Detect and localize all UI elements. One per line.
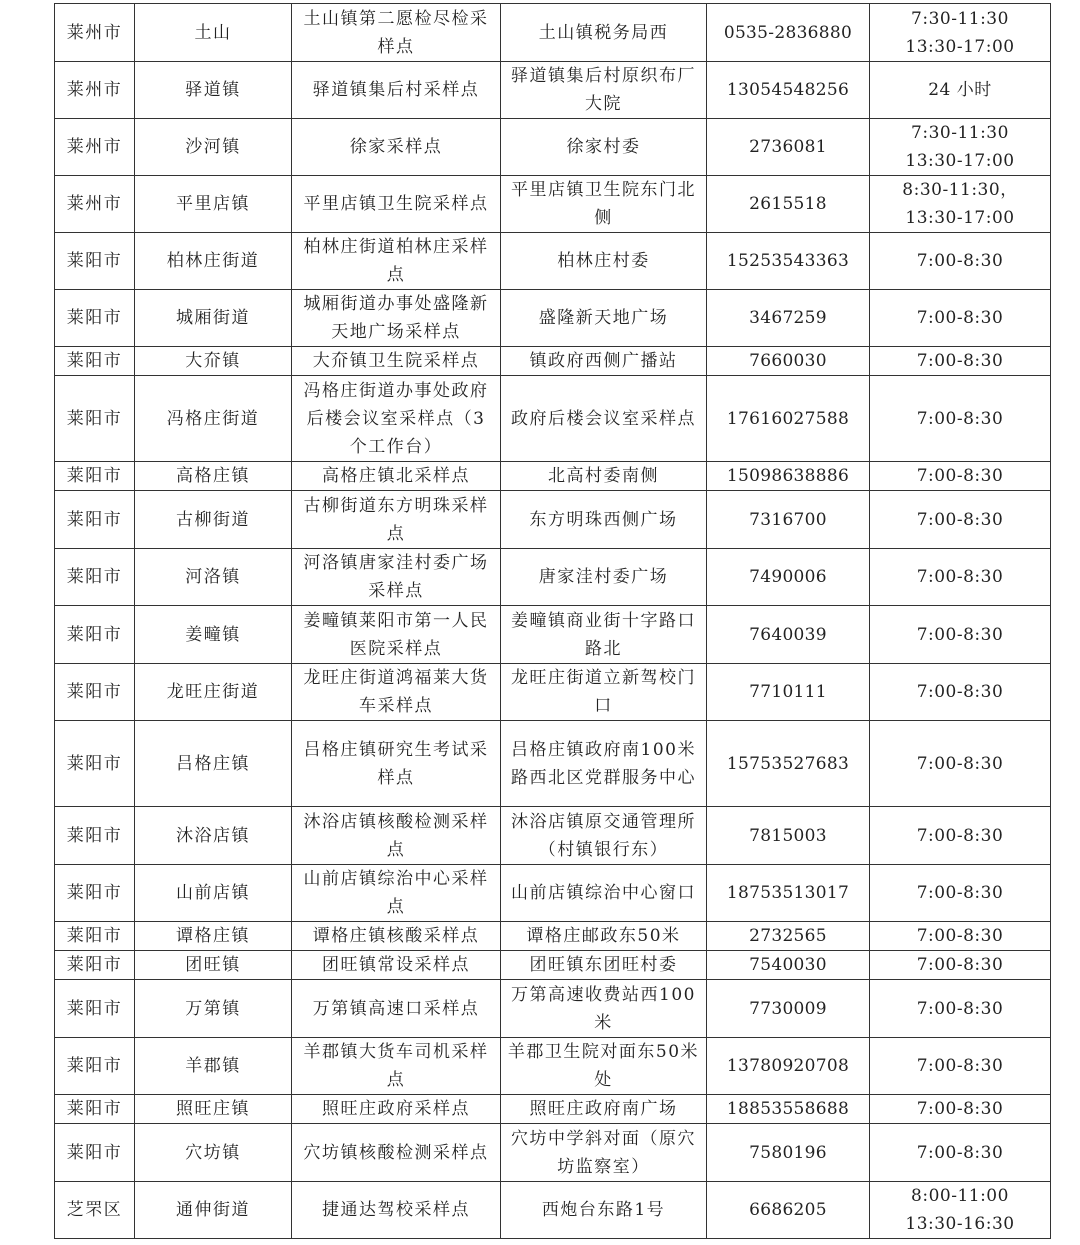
phone-cell: 2615518 <box>707 176 870 233</box>
city-cell: 莱阳市 <box>55 491 135 549</box>
table-row <box>55 462 1051 491</box>
site-cell: 驿道镇集后村采样点 <box>292 62 501 119</box>
address-cell: 土山镇税务局西 <box>501 4 707 62</box>
town-cell: 通伸街道 <box>135 1182 292 1239</box>
site-cell: 羊郡镇大货车司机采样点 <box>292 1038 501 1095</box>
hours-line: 24 小时 <box>928 80 992 100</box>
phone-cell: 18753513017 <box>707 865 870 922</box>
address-cell: 政府后楼会议室采样点 <box>501 376 707 462</box>
table-row <box>55 1095 1051 1124</box>
site-cell: 沐浴店镇核酸检测采样点 <box>292 807 501 865</box>
city-cell: 莱阳市 <box>55 1038 135 1095</box>
town-cell: 沙河镇 <box>135 119 292 176</box>
hours-cell <box>870 922 1051 951</box>
address-cell: 西炮台东路1号 <box>501 1182 707 1239</box>
phone-cell: 18853558688 <box>707 1095 870 1124</box>
address-cell: 龙旺庄街道立新驾校门口 <box>501 664 707 721</box>
address-cell: 团旺镇东团旺村委 <box>501 951 707 980</box>
hours-cell <box>870 1038 1051 1095</box>
site-cell: 穴坊镇核酸检测采样点 <box>292 1124 501 1182</box>
town-cell: 高格庄镇 <box>135 462 292 491</box>
hours-cell <box>870 1095 1051 1124</box>
hours-line: 7:00-8:30 <box>916 408 1004 429</box>
town-cell: 龙旺庄街道 <box>135 664 292 721</box>
table-row <box>55 922 1051 951</box>
table-row <box>55 119 1051 176</box>
city-cell: 莱阳市 <box>55 721 135 807</box>
hours-cell <box>870 376 1051 462</box>
hours-line: 7:00-8:30 <box>916 926 1004 946</box>
address-cell: 羊郡卫生院对面东50米处 <box>501 1038 707 1095</box>
town-cell: 平里店镇 <box>135 176 292 233</box>
city-cell: 莱阳市 <box>55 233 135 290</box>
table-row <box>55 951 1051 980</box>
address-cell: 沐浴店镇原交通管理所（村镇银行东） <box>501 807 707 865</box>
hours-line: 7:00-8:30 <box>916 351 1004 371</box>
hours-line: 7:00-8:30 <box>916 825 1004 846</box>
hours-cell <box>870 807 1051 865</box>
address-cell: 镇政府西侧广播站 <box>501 347 707 376</box>
site-cell: 吕格庄镇研究生考试采样点 <box>292 721 501 807</box>
city-cell: 莱阳市 <box>55 1124 135 1182</box>
town-cell: 古柳街道 <box>135 491 292 549</box>
town-cell: 沐浴店镇 <box>135 807 292 865</box>
address-cell: 驿道镇集后村原织布厂大院 <box>501 62 707 119</box>
city-cell: 芝罘区 <box>55 1182 135 1239</box>
sampling-sites-table <box>54 3 1051 1239</box>
address-cell: 山前店镇综治中心窗口 <box>501 865 707 922</box>
hours-cell <box>870 491 1051 549</box>
address-cell: 北高村委南侧 <box>501 462 707 491</box>
table-row <box>55 233 1051 290</box>
phone-cell: 15098638886 <box>707 462 870 491</box>
table-row <box>55 664 1051 721</box>
table-row <box>55 606 1051 664</box>
site-cell: 大夼镇卫生院采样点 <box>292 347 501 376</box>
city-cell: 莱州市 <box>55 119 135 176</box>
address-cell: 穴坊中学斜对面（原穴坊监察室） <box>501 1124 707 1182</box>
hours-line: 7:00-8:30 <box>916 998 1004 1019</box>
town-cell: 万第镇 <box>135 980 292 1038</box>
address-cell: 唐家洼村委广场 <box>501 549 707 606</box>
town-cell: 穴坊镇 <box>135 1124 292 1182</box>
town-cell: 河洛镇 <box>135 549 292 606</box>
phone-cell: 6686205 <box>707 1182 870 1239</box>
phone-cell: 7660030 <box>707 347 870 376</box>
hours-line: 13:30-16:30 <box>905 1214 1015 1234</box>
hours-cell <box>870 290 1051 347</box>
site-cell: 冯格庄街道办事处政府后楼会议室采样点（3个工作台） <box>292 376 501 462</box>
city-cell: 莱阳市 <box>55 922 135 951</box>
site-cell: 徐家采样点 <box>292 119 501 176</box>
hours-cell <box>870 1124 1051 1182</box>
hours-cell <box>870 347 1051 376</box>
hours-cell <box>870 980 1051 1038</box>
phone-cell: 7640039 <box>707 606 870 664</box>
hours-cell <box>870 1182 1051 1239</box>
phone-cell: 13780920708 <box>707 1038 870 1095</box>
city-cell: 莱阳市 <box>55 376 135 462</box>
hours-line: 7:00-8:30 <box>916 509 1004 530</box>
site-cell: 团旺镇常设采样点 <box>292 951 501 980</box>
hours-cell <box>870 549 1051 606</box>
table-row <box>55 549 1051 606</box>
site-cell: 谭格庄镇核酸采样点 <box>292 922 501 951</box>
phone-cell: 2736081 <box>707 119 870 176</box>
address-cell: 姜疃镇商业街十字路口路北 <box>501 606 707 664</box>
hours-line: 8:30-11:30， <box>902 180 1018 200</box>
town-cell: 大夼镇 <box>135 347 292 376</box>
hours-cell <box>870 721 1051 807</box>
site-cell: 龙旺庄街道鸿福莱大货车采样点 <box>292 664 501 721</box>
table-row <box>55 176 1051 233</box>
hours-line: 13:30-17:00 <box>905 36 1015 57</box>
hours-line: 13:30-17:00 <box>905 151 1015 171</box>
site-cell: 照旺庄政府采样点 <box>292 1095 501 1124</box>
hours-line: 7:00-8:30 <box>916 1099 1004 1119</box>
address-cell: 照旺庄政府南广场 <box>501 1095 707 1124</box>
phone-cell: 7815003 <box>707 807 870 865</box>
town-cell: 城厢街道 <box>135 290 292 347</box>
hours-line: 7:00-8:30 <box>916 251 1004 271</box>
hours-cell <box>870 119 1051 176</box>
address-cell: 平里店镇卫生院东门北侧 <box>501 176 707 233</box>
town-cell: 吕格庄镇 <box>135 721 292 807</box>
hours-cell <box>870 664 1051 721</box>
hours-line: 7:30-11:30 <box>911 8 1009 29</box>
table-row <box>55 1038 1051 1095</box>
phone-cell: 15753527683 <box>707 721 870 807</box>
site-cell: 古柳街道东方明珠采样点 <box>292 491 501 549</box>
table-row <box>55 290 1051 347</box>
site-cell: 万第镇高速口采样点 <box>292 980 501 1038</box>
hours-cell <box>870 865 1051 922</box>
town-cell: 团旺镇 <box>135 951 292 980</box>
address-cell: 东方明珠西侧广场 <box>501 491 707 549</box>
table-row <box>55 865 1051 922</box>
phone-cell: 7730009 <box>707 980 870 1038</box>
phone-cell: 7580196 <box>707 1124 870 1182</box>
town-cell: 山前店镇 <box>135 865 292 922</box>
hours-line: 13:30-17:00 <box>905 208 1015 228</box>
phone-cell: 2732565 <box>707 922 870 951</box>
city-cell: 莱阳市 <box>55 290 135 347</box>
city-cell: 莱阳市 <box>55 664 135 721</box>
phone-cell: 17616027588 <box>707 376 870 462</box>
table-row <box>55 980 1051 1038</box>
hours-line: 7:00-8:30 <box>916 624 1004 645</box>
city-cell: 莱阳市 <box>55 980 135 1038</box>
address-cell: 盛隆新天地广场 <box>501 290 707 347</box>
hours-cell <box>870 606 1051 664</box>
hours-line: 7:00-8:30 <box>916 466 1004 486</box>
city-cell: 莱州市 <box>55 4 135 62</box>
town-cell: 土山 <box>135 4 292 62</box>
phone-cell: 7490006 <box>707 549 870 606</box>
city-cell: 莱阳市 <box>55 1095 135 1124</box>
phone-cell: 7316700 <box>707 491 870 549</box>
hours-line: 7:00-8:30 <box>916 1142 1004 1163</box>
hours-cell <box>870 62 1051 119</box>
town-cell: 谭格庄镇 <box>135 922 292 951</box>
hours-line: 7:30-11:30 <box>911 123 1009 143</box>
table-row <box>55 491 1051 549</box>
town-cell: 柏林庄街道 <box>135 233 292 290</box>
table-row <box>55 376 1051 462</box>
city-cell: 莱阳市 <box>55 865 135 922</box>
town-cell: 羊郡镇 <box>135 1038 292 1095</box>
town-cell: 冯格庄街道 <box>135 376 292 462</box>
table-row <box>55 721 1051 807</box>
table-row <box>55 4 1051 62</box>
table-body <box>55 4 1051 1239</box>
hours-line: 7:00-8:30 <box>916 955 1004 975</box>
hours-line: 7:00-8:30 <box>916 1056 1004 1076</box>
phone-cell: 0535-2836880 <box>707 4 870 62</box>
phone-cell: 7540030 <box>707 951 870 980</box>
hours-cell <box>870 462 1051 491</box>
phone-cell: 15253543363 <box>707 233 870 290</box>
address-cell: 谭格庄邮政东50米 <box>501 922 707 951</box>
phone-cell: 3467259 <box>707 290 870 347</box>
hours-cell <box>870 176 1051 233</box>
city-cell: 莱阳市 <box>55 606 135 664</box>
address-cell: 徐家村委 <box>501 119 707 176</box>
town-cell: 照旺庄镇 <box>135 1095 292 1124</box>
hours-line: 7:00-8:30 <box>916 883 1004 903</box>
city-cell: 莱阳市 <box>55 807 135 865</box>
site-cell: 山前店镇综治中心采样点 <box>292 865 501 922</box>
city-cell: 莱阳市 <box>55 549 135 606</box>
table-row <box>55 807 1051 865</box>
address-cell: 万第高速收费站西100米 <box>501 980 707 1038</box>
site-cell: 姜疃镇莱阳市第一人民医院采样点 <box>292 606 501 664</box>
hours-cell <box>870 4 1051 62</box>
phone-cell: 7710111 <box>707 664 870 721</box>
address-cell: 柏林庄村委 <box>501 233 707 290</box>
phone-cell: 13054548256 <box>707 62 870 119</box>
site-cell: 土山镇第二愿检尽检采样点 <box>292 4 501 62</box>
hours-line: 7:00-8:30 <box>916 567 1004 587</box>
city-cell: 莱州市 <box>55 62 135 119</box>
city-cell: 莱阳市 <box>55 951 135 980</box>
site-cell: 平里店镇卫生院采样点 <box>292 176 501 233</box>
town-cell: 姜疃镇 <box>135 606 292 664</box>
site-cell: 城厢街道办事处盛隆新天地广场采样点 <box>292 290 501 347</box>
table-row <box>55 62 1051 119</box>
hours-line: 7:00-8:30 <box>916 308 1004 328</box>
city-cell: 莱州市 <box>55 176 135 233</box>
site-cell: 捷通达驾校采样点 <box>292 1182 501 1239</box>
hours-cell <box>870 951 1051 980</box>
table-row <box>55 347 1051 376</box>
town-cell: 驿道镇 <box>135 62 292 119</box>
site-cell: 柏林庄街道柏林庄采样点 <box>292 233 501 290</box>
city-cell: 莱阳市 <box>55 462 135 491</box>
hours-line: 7:00-8:30 <box>916 753 1004 774</box>
hours-cell <box>870 233 1051 290</box>
table-row <box>55 1124 1051 1182</box>
table-row <box>55 1182 1051 1239</box>
site-cell: 高格庄镇北采样点 <box>292 462 501 491</box>
site-cell: 河洛镇唐家洼村委广场采样点 <box>292 549 501 606</box>
hours-line: 8:00-11:00 <box>911 1186 1009 1206</box>
hours-line: 7:00-8:30 <box>916 682 1004 702</box>
address-cell: 吕格庄镇政府南100米路西北区党群服务中心 <box>501 721 707 807</box>
city-cell: 莱阳市 <box>55 347 135 376</box>
